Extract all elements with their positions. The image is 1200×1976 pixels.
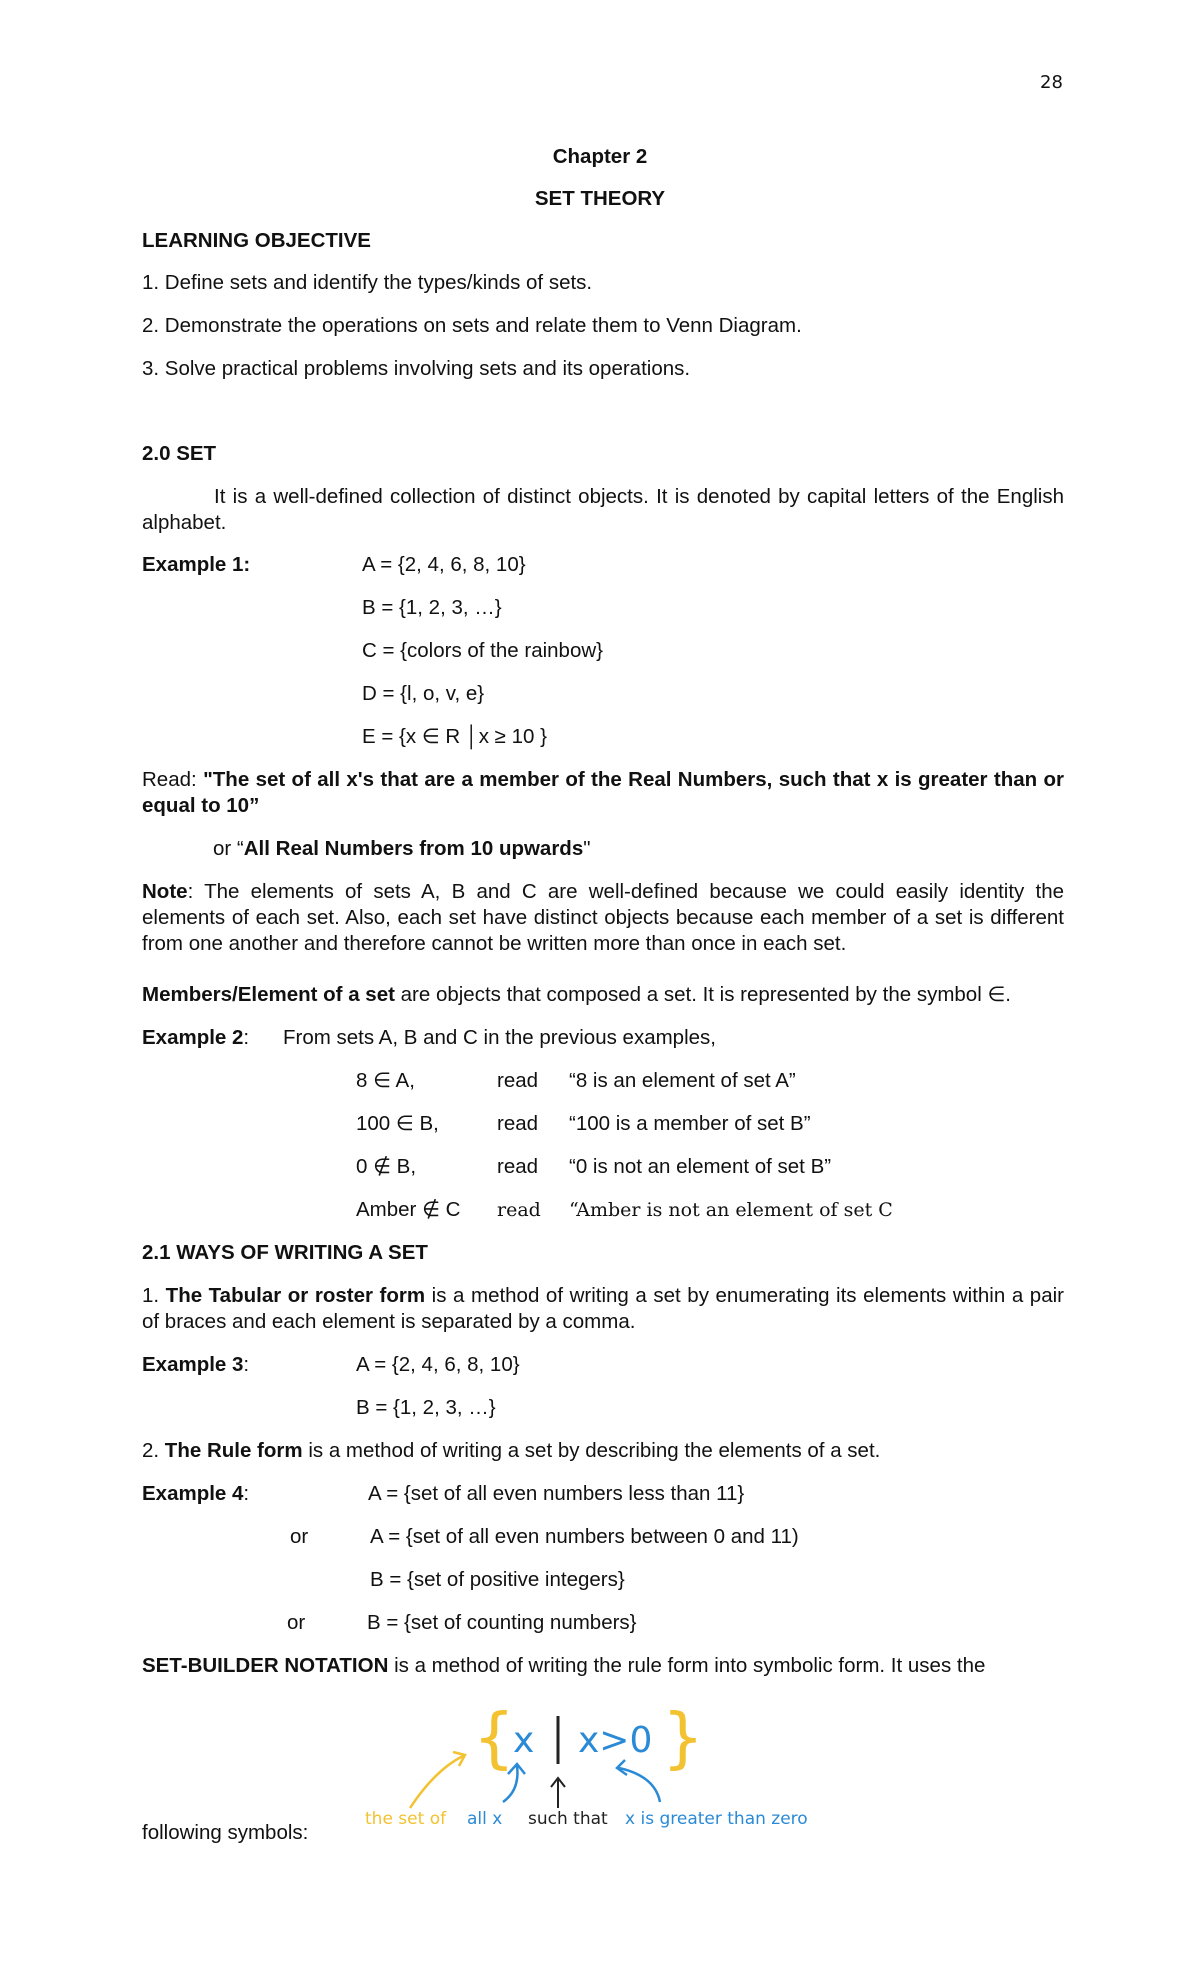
read-alternative (213, 836, 591, 862)
example-1-label: Example 1: (142, 553, 251, 576)
example-3-label-line (142, 1352, 249, 1378)
read-or-prefix: or “ (213, 837, 244, 860)
label-greater: x is greater than zero (625, 1809, 808, 1829)
example-1-set-b: B = {1, 2, 3, …} (362, 596, 502, 619)
objective-3: 3. Solve practical problems involving sets and its operations. (142, 357, 691, 380)
example-2-expr-2: 100 ∈ B, (356, 1112, 439, 1135)
example-2-read-1: read (497, 1069, 539, 1092)
note-paragraph (142, 879, 1064, 957)
example-3-label: Example 3 (142, 1353, 244, 1376)
example-1-set-d: D = {l, o, v, e} (362, 682, 485, 705)
example-2-expr-1: 8 ∈ A, (356, 1069, 415, 1092)
example-1-set-c: C = {colors of the rainbow} (362, 639, 604, 662)
label-set-of: the set of (365, 1809, 447, 1829)
example-4-label-line (142, 1481, 249, 1507)
label-such-that: such that (528, 1809, 608, 1829)
example-2-intro: From sets A, B and C in the previous examples, (283, 1026, 716, 1049)
read-or-bold: All Real Numbers from 10 upwards (243, 837, 584, 860)
example-1-set-a: A = {2, 4, 6, 8, 10} (362, 553, 526, 576)
example-3-set-b: B = {1, 2, 3, …} (356, 1396, 496, 1419)
example-4-colon: : (243, 1482, 250, 1505)
example-2-meaning-1: “8 is an element of set A” (569, 1069, 796, 1092)
set-builder-diagram (355, 1690, 825, 1830)
example-2-read-4: read (497, 1199, 541, 1221)
example-4-label: Example 4 (142, 1482, 244, 1505)
setbuilder-text: is a method of writing the rule form into symbolic form. It uses the (388, 1654, 986, 1677)
example-3-colon: : (243, 1353, 250, 1376)
example-2-expr-3: 0 ∉ B, (356, 1155, 417, 1178)
rule-text: is a method of writing a set by describing the elements of a set. (302, 1439, 881, 1462)
rule-bold: The Rule form (164, 1439, 303, 1462)
read-statement (142, 767, 1064, 819)
objective-2: 2. Demonstrate the operations on sets and relate them to Venn Diagram. (142, 314, 802, 337)
tabular-num: 1. (142, 1284, 166, 1307)
diagram-open-brace: { (473, 1699, 515, 1776)
members-paragraph (142, 982, 1064, 1008)
label-all-x: all x (467, 1809, 503, 1829)
example-2-meaning-4: “Amber is not an element of set C (569, 1199, 893, 1221)
example-4-or-1: or (290, 1525, 309, 1548)
set-definition: It is a well-defined collection of distinct objects. It is denoted by capital letters of the English alphabet. (142, 485, 1064, 534)
diagram-var: x (513, 1720, 535, 1761)
example-3-set-a: A = {2, 4, 6, 8, 10} (356, 1353, 520, 1376)
members-text: are objects that composed a set. It is represented by the symbol ∈. (394, 983, 1012, 1006)
setbuilder-paragraph (142, 1653, 985, 1679)
example-1-set-e: E = {x ∈ R │x ≥ 10 } (362, 725, 547, 748)
diagram-close-brace: } (662, 1699, 704, 1776)
example-2-label: Example 2 (142, 1026, 244, 1049)
rule-num: 2. (142, 1439, 165, 1462)
tabular-paragraph (142, 1283, 1064, 1335)
members-bold: Members/Element of a set (142, 983, 395, 1006)
example-2-read-3: read (497, 1155, 539, 1178)
example-2-meaning-2: “100 is a member of set B” (569, 1112, 811, 1135)
setbuilder-bold: SET-BUILDER NOTATION (142, 1654, 389, 1677)
arrow-set-of (410, 1756, 463, 1808)
example-4-or-2: or (287, 1611, 306, 1634)
example-4-line-1: A = {set of all even numbers less than 11} (368, 1482, 745, 1505)
note-label: Note (142, 880, 188, 903)
example-2-meaning-3: “0 is not an element of set B” (569, 1155, 832, 1178)
example-2-label-line (142, 1025, 249, 1051)
example-2-expr-4: Amber ∉ C (356, 1198, 461, 1221)
read-prefix: Read: (142, 768, 204, 791)
example-4-line-2: A = {set of all even numbers between 0 and 11) (370, 1525, 799, 1548)
example-4-line-3: B = {set of positive integers} (370, 1568, 625, 1591)
objectives-heading: LEARNING OBJECTIVE (142, 229, 371, 252)
note-text: : The elements of sets A, B and C are well-defined because we could easily identity the elements of each set. Also, each set have distinct objects because each member of a set is different from one another and therefore cannot be written more than once in each set. (142, 880, 1064, 955)
page-number: 28 (1040, 72, 1063, 93)
example-2-colon: : (243, 1026, 250, 1049)
section-ways-heading: 2.1 WAYS OF WRITING A SET (142, 1241, 428, 1264)
setbuilder-tail: following symbols: (142, 1821, 309, 1844)
tabular-bold: The Tabular or roster form (165, 1284, 426, 1307)
example-4-line-4: B = {set of counting numbers} (367, 1611, 637, 1634)
section-set-heading: 2.0 SET (142, 442, 217, 465)
read-bold: "The set of all x's that are a member of the Real Numbers, such that x is greater than or equal to 10” (142, 768, 1064, 817)
tabular-text: is a method of writing a set by enumerating its elements within a pair of braces and each element is separated by a comma. (142, 1284, 1064, 1333)
read-or-suffix: " (583, 837, 591, 860)
chapter-title: SET THEORY (534, 187, 666, 210)
example-2-read-2: read (497, 1112, 539, 1135)
rule-paragraph (142, 1438, 880, 1464)
diagram-cond: x>0 (578, 1720, 653, 1761)
objective-1: 1. Define sets and identify the types/kinds of sets. (142, 271, 593, 294)
chapter-label: Chapter 2 (552, 145, 648, 168)
